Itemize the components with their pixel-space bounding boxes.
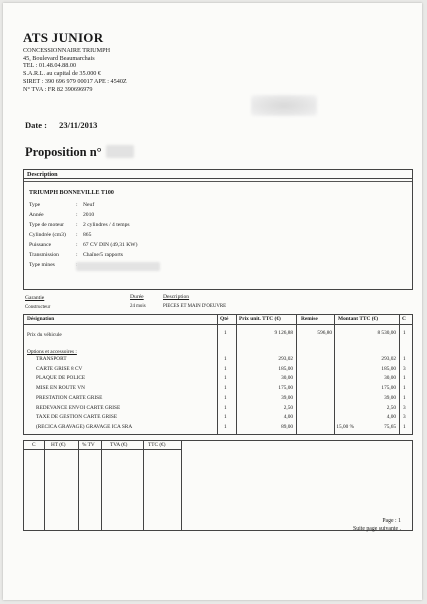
item-label: REDEVANCE ENVOI CARTE GRISE [36, 404, 121, 411]
document-page [3, 3, 422, 600]
company-line: TEL : 01.48.04.88.00 [23, 62, 77, 70]
column-divider [399, 315, 400, 434]
item-qte: 1 [224, 375, 227, 382]
spec-value: 2010 [83, 212, 95, 218]
company-line: N° TVA : FR 82 390696979 [23, 85, 93, 93]
spec-value: 865 [83, 232, 92, 238]
header-designation: Désignation [27, 316, 55, 322]
item-qte: 1 [224, 385, 227, 392]
options-heading: Options et accessoires : [27, 349, 77, 355]
item-prix: 293,02 [278, 356, 293, 362]
item-qte: 1 [224, 356, 227, 362]
spec-value: 67 CV DIN (49,31 KW) [83, 242, 138, 248]
spec-key: Puissance [29, 242, 52, 248]
warranty-header-duree: Durée [130, 294, 144, 300]
item-montant: 75,65 [384, 423, 396, 430]
header-divider [24, 449, 181, 450]
item-c: 3 [403, 365, 406, 372]
vehicle-label: Prix du véhicule [27, 332, 62, 338]
redacted-client-block [251, 95, 317, 116]
item-c: 1 [403, 356, 406, 362]
item-c: 1 [403, 375, 406, 382]
date-label: Date : [25, 120, 47, 130]
item-prix: 2,50 [283, 404, 293, 411]
item-qte: 1 [224, 414, 227, 421]
item-label: TAXE DE GESTION CARTE GRISE [36, 414, 118, 421]
company-line: S.A.R.L. au capital de 35.000 € [23, 70, 102, 78]
vehicle-montant: 8 530,00 [377, 330, 396, 336]
item-label: CARTE GRISE 8 CV [36, 365, 83, 372]
tax-header-pct-tv: % TV [82, 442, 95, 448]
item-c: 1 [403, 423, 406, 430]
item-label: TRANSPORT [36, 356, 67, 362]
column-divider [236, 315, 237, 434]
spec-key: Cylindrée (cm3) [29, 232, 66, 238]
vehicle-qte: 1 [224, 330, 227, 336]
item-c: 3 [403, 414, 406, 421]
spec-colon: : [76, 222, 78, 228]
column-divider [334, 315, 335, 434]
item-label: MISE EN ROUTE VN [36, 385, 85, 392]
item-label: PRESTATION CARTE GRISE [36, 394, 103, 401]
item-montant: 185,00 [381, 365, 396, 372]
header-divider [24, 324, 412, 325]
item-c: 1 [403, 385, 406, 392]
warranty-description: PIECES ET MAIN D'OEUVRE [163, 304, 227, 309]
spec-value: Chaîne/5 rapports [83, 252, 123, 258]
item-prix: 185,00 [278, 365, 293, 372]
spec-key: Type mines [29, 262, 55, 268]
description-box [23, 169, 413, 290]
company-line: SIRET : 390 696 979 00017 APE : 4540Z [23, 77, 127, 85]
divider [24, 181, 412, 182]
column-divider [217, 315, 218, 434]
column-divider [78, 441, 79, 530]
item-label: PLAQUE DE POLICE [36, 375, 86, 382]
column-divider [181, 441, 182, 530]
redacted-type-mines [76, 262, 160, 271]
item-montant: 30,00 [384, 375, 396, 382]
spec-colon: : [76, 202, 78, 208]
column-divider [143, 441, 144, 530]
tax-header-c: C [32, 442, 36, 448]
header-montant: Montant TTC (€) [338, 316, 379, 322]
date-value: 23/11/2013 [59, 120, 98, 130]
header-prix: Prix unit. TTC (€) [239, 316, 281, 322]
page-footer [353, 517, 401, 533]
item-c: 1 [403, 394, 406, 401]
item-prix: 39,00 [281, 394, 293, 401]
vehicle-remise: 596,80 [317, 330, 332, 336]
item-prix: 175,00 [278, 385, 293, 392]
company-line: CONCESSIONNAIRE TRIUMPH [23, 47, 111, 54]
warranty-header-garantie: Garantie [25, 295, 45, 301]
vehicle-model: TRIUMPH BONNEVILLE T100 [29, 190, 114, 196]
item-montant: 175,00 [381, 385, 396, 392]
warranty-garantie: Constructeur [25, 305, 51, 310]
item-label: (RECICA GRAVAGE) GRAVAGE ICA SRA [36, 423, 133, 430]
header-c: C [402, 316, 406, 322]
spec-colon: : [76, 252, 78, 258]
item-montant: 4,00 [386, 414, 396, 421]
company-address-block [23, 47, 127, 93]
description-header: Description [24, 170, 412, 179]
item-c: 3 [403, 404, 406, 411]
spec-colon: : [76, 242, 78, 248]
spec-colon: : [76, 232, 78, 238]
item-montant: 39,00 [384, 394, 396, 401]
vehicle-c: 1 [403, 330, 406, 336]
item-montant: 293,02 [381, 356, 396, 362]
spec-key: Année [29, 212, 44, 218]
item-qte: 1 [224, 423, 227, 430]
column-divider [44, 441, 45, 530]
tax-header-tva: TVA (€) [110, 442, 128, 448]
spec-colon: : [76, 212, 78, 218]
item-remise: 15,00 % [336, 423, 354, 430]
vehicle-prix: 9 126,88 [274, 330, 293, 336]
item-prix: 30,00 [281, 375, 293, 382]
item-prix: 4,00 [283, 414, 293, 421]
company-name: ATS JUNIOR [23, 30, 104, 45]
proposition-title: Proposition n° [25, 145, 102, 159]
page-number: Page : 1 [382, 518, 401, 524]
lines-table [23, 314, 413, 435]
header-remise: Remise [301, 316, 318, 322]
item-prix: 89,00 [281, 423, 293, 430]
item-qte: 1 [224, 404, 227, 411]
warranty-duree: 24 mois [130, 304, 146, 309]
spec-key: Transmission [29, 252, 59, 258]
item-qte: 1 [224, 394, 227, 401]
header-qte: Qté [220, 316, 229, 322]
tax-header-ttc: TTC (€) [148, 442, 166, 448]
item-qte: 1 [224, 365, 227, 372]
column-divider [101, 441, 102, 530]
date-line [25, 120, 97, 130]
item-montant: 2,50 [386, 404, 396, 411]
spec-key: Type de moteur [29, 222, 65, 228]
tax-header-ht: HT (€) [51, 442, 66, 448]
company-line: 45, Boulevard Beaumarchais [23, 54, 95, 62]
spec-value: 2 cylindres / 4 temps [83, 222, 130, 228]
continued-note: Suite page suivante . [353, 526, 401, 532]
spec-key: Type [29, 202, 41, 208]
warranty-header-description: Description [163, 294, 190, 300]
spec-value: Neuf [83, 202, 95, 208]
redacted-proposition-number [106, 145, 134, 158]
